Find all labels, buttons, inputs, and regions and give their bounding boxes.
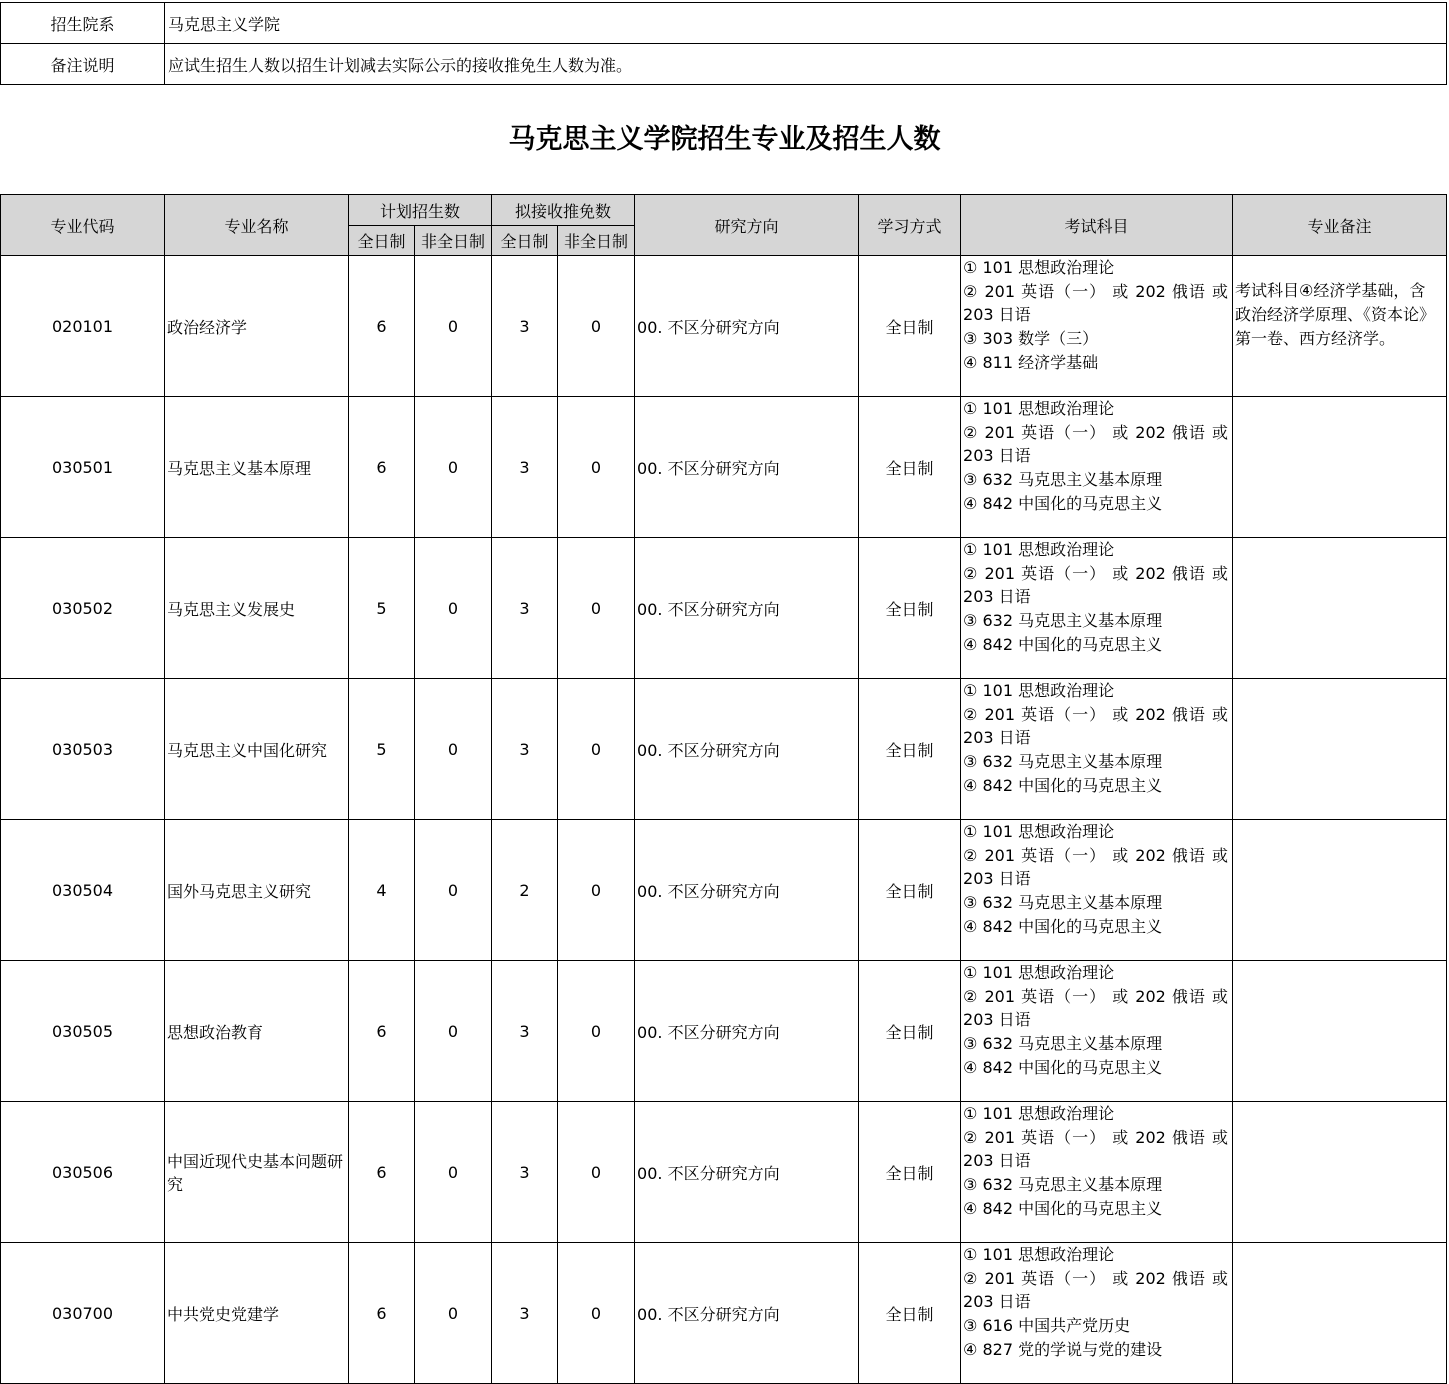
plan-full-time-count: 6 — [349, 1243, 415, 1384]
header-recommend-full-time: 全日制 — [492, 226, 558, 256]
exam-subject-item: ① 101 思想政治理论 — [963, 540, 1115, 559]
recommend-part-time-count: 0 — [558, 1102, 635, 1243]
exam-subject-item: ② 201 英语（一） 或 202 俄语 或 203 日语 — [963, 986, 1229, 1030]
exam-subjects — [961, 679, 1233, 820]
exam-subject-item: ① 101 思想政治理论 — [963, 681, 1115, 700]
exam-subject-item: ② 201 英语（一） 或 202 俄语 或 203 日语 — [963, 422, 1229, 466]
recommend-part-time-count: 0 — [558, 820, 635, 961]
recommend-part-time-count: 0 — [558, 961, 635, 1102]
exam-subject-item: ④ 827 党的学说与党的建设 — [963, 1339, 1163, 1359]
major-name: 中国近现代史基本问题研究 — [165, 1102, 349, 1243]
major-name: 国外马克思主义研究 — [165, 820, 349, 961]
major-note — [1233, 679, 1447, 820]
exam-subject-item: ③ 303 数学（三） — [963, 329, 1099, 349]
exam-subject-item: ④ 842 中国化的马克思主义 — [963, 775, 1163, 795]
major-table-body — [1, 256, 1447, 1384]
department-row — [1, 3, 1447, 44]
header-note: 专业备注 — [1233, 195, 1447, 256]
exam-subject-item: ① 101 思想政治理论 — [963, 258, 1115, 277]
study-mode: 全日制 — [859, 679, 961, 820]
study-mode: 全日制 — [859, 961, 961, 1102]
remark-label: 备注说明 — [1, 44, 165, 85]
table-row — [1, 256, 1447, 397]
exam-subject-item: ④ 842 中国化的马克思主义 — [963, 634, 1163, 654]
exam-subject-item: ② 201 英语（一） 或 202 俄语 或 203 日语 — [963, 281, 1229, 325]
exam-subjects — [961, 538, 1233, 679]
recommend-full-time-count: 3 — [492, 1102, 558, 1243]
recommend-part-time-count: 0 — [558, 1243, 635, 1384]
exam-subject-item: ① 101 思想政治理论 — [963, 963, 1115, 982]
header-direction: 研究方向 — [635, 195, 859, 256]
page-title: 马克思主义学院招生专业及招生人数 — [508, 124, 941, 155]
exam-subject-item: ④ 842 中国化的马克思主义 — [963, 1198, 1163, 1218]
plan-part-time-count: 0 — [415, 256, 492, 397]
study-mode: 全日制 — [859, 1243, 961, 1384]
exam-subjects — [961, 961, 1233, 1102]
exam-subject-item: ② 201 英语（一） 或 202 俄语 或 203 日语 — [963, 704, 1229, 748]
header-plan-full-time: 全日制 — [349, 226, 415, 256]
header-row-1 — [1, 195, 1447, 226]
exam-subject-item: ③ 632 马克思主义基本原理 — [963, 1175, 1163, 1195]
recommend-full-time-count: 3 — [492, 256, 558, 397]
table-row — [1, 1243, 1447, 1384]
exam-subject-item: ③ 632 马克思主义基本原理 — [963, 470, 1163, 490]
research-direction: 00. 不区分研究方向 — [635, 256, 859, 397]
header-code: 专业代码 — [1, 195, 165, 256]
exam-subject-item: ① 101 思想政治理论 — [963, 822, 1115, 841]
plan-part-time-count: 0 — [415, 1243, 492, 1384]
major-code: 030504 — [1, 820, 165, 961]
recommend-full-time-count: 3 — [492, 538, 558, 679]
exam-subject-item: ② 201 英语（一） 或 202 俄语 或 203 日语 — [963, 1127, 1229, 1171]
study-mode: 全日制 — [859, 256, 961, 397]
exam-subject-item: ② 201 英语（一） 或 202 俄语 或 203 日语 — [963, 563, 1229, 607]
header-mode: 学习方式 — [859, 195, 961, 256]
exam-subject-item: ③ 616 中国共产党历史 — [963, 1316, 1131, 1336]
exam-subject-item: ② 201 英语（一） 或 202 俄语 或 203 日语 — [963, 1268, 1229, 1312]
exam-subject-item: ③ 632 马克思主义基本原理 — [963, 1034, 1163, 1054]
exam-subjects — [961, 1243, 1233, 1384]
recommend-part-time-count: 0 — [558, 538, 635, 679]
major-note — [1233, 538, 1447, 679]
table-row — [1, 679, 1447, 820]
plan-full-time-count: 5 — [349, 679, 415, 820]
major-note — [1233, 961, 1447, 1102]
major-code: 030700 — [1, 1243, 165, 1384]
remark-row — [1, 44, 1447, 85]
major-name: 政治经济学 — [165, 256, 349, 397]
header-plan-part-time: 非全日制 — [415, 226, 492, 256]
exam-subject-item: ④ 842 中国化的马克思主义 — [963, 916, 1163, 936]
exam-subject-item: ④ 842 中国化的马克思主义 — [963, 493, 1163, 513]
study-mode: 全日制 — [859, 538, 961, 679]
exam-subject-item: ③ 632 马克思主义基本原理 — [963, 611, 1163, 631]
recommend-full-time-count: 3 — [492, 1243, 558, 1384]
exam-subject-item: ① 101 思想政治理论 — [963, 399, 1115, 418]
header-name: 专业名称 — [165, 195, 349, 256]
research-direction: 00. 不区分研究方向 — [635, 397, 859, 538]
major-code: 020101 — [1, 256, 165, 397]
major-name: 马克思主义发展史 — [165, 538, 349, 679]
major-code: 030505 — [1, 961, 165, 1102]
recommend-full-time-count: 3 — [492, 679, 558, 820]
major-name: 马克思主义中国化研究 — [165, 679, 349, 820]
major-note — [1233, 1243, 1447, 1384]
recommend-full-time-count: 2 — [492, 820, 558, 961]
study-mode: 全日制 — [859, 820, 961, 961]
exam-subject-item: ④ 842 中国化的马克思主义 — [963, 1057, 1163, 1077]
table-row — [1, 397, 1447, 538]
exam-subjects — [961, 256, 1233, 397]
recommend-full-time-count: 3 — [492, 397, 558, 538]
plan-part-time-count: 0 — [415, 1102, 492, 1243]
recommend-part-time-count: 0 — [558, 679, 635, 820]
plan-full-time-count: 5 — [349, 538, 415, 679]
plan-part-time-count: 0 — [415, 679, 492, 820]
recommend-part-time-count: 0 — [558, 256, 635, 397]
plan-full-time-count: 6 — [349, 256, 415, 397]
recommend-full-time-count: 3 — [492, 961, 558, 1102]
major-note: 考试科目④经济学基础，含政治经济学原理、《资本论》第一卷、西方经济学。 — [1233, 256, 1447, 397]
recommend-part-time-count: 0 — [558, 397, 635, 538]
research-direction: 00. 不区分研究方向 — [635, 1243, 859, 1384]
table-row — [1, 961, 1447, 1102]
major-note — [1233, 820, 1447, 961]
major-note — [1233, 1102, 1447, 1243]
plan-full-time-count: 4 — [349, 820, 415, 961]
study-mode: 全日制 — [859, 397, 961, 538]
exam-subject-item: ① 101 思想政治理论 — [963, 1104, 1115, 1123]
header-recommend: 拟接收推免数 — [492, 195, 635, 226]
major-code: 030506 — [1, 1102, 165, 1243]
major-name: 思想政治教育 — [165, 961, 349, 1102]
research-direction: 00. 不区分研究方向 — [635, 961, 859, 1102]
table-row — [1, 538, 1447, 679]
research-direction: 00. 不区分研究方向 — [635, 679, 859, 820]
major-note — [1233, 397, 1447, 538]
exam-subject-item: ④ 811 经济学基础 — [963, 352, 1099, 372]
plan-full-time-count: 6 — [349, 1102, 415, 1243]
exam-subject-item: ② 201 英语（一） 或 202 俄语 或 203 日语 — [963, 845, 1229, 889]
exam-subjects — [961, 397, 1233, 538]
exam-subjects — [961, 820, 1233, 961]
plan-part-time-count: 0 — [415, 538, 492, 679]
plan-full-time-count: 6 — [349, 961, 415, 1102]
header-recommend-part-time: 非全日制 — [558, 226, 635, 256]
major-name: 马克思主义基本原理 — [165, 397, 349, 538]
major-code: 030502 — [1, 538, 165, 679]
table-row — [1, 1102, 1447, 1243]
research-direction: 00. 不区分研究方向 — [635, 1102, 859, 1243]
plan-part-time-count: 0 — [415, 397, 492, 538]
department-value: 马克思主义学院 — [165, 3, 1447, 44]
plan-full-time-count: 6 — [349, 397, 415, 538]
major-name: 中共党史党建学 — [165, 1243, 349, 1384]
study-mode: 全日制 — [859, 1102, 961, 1243]
research-direction: 00. 不区分研究方向 — [635, 820, 859, 961]
plan-part-time-count: 0 — [415, 820, 492, 961]
exam-subjects — [961, 1102, 1233, 1243]
table-row — [1, 820, 1447, 961]
major-code: 030503 — [1, 679, 165, 820]
exam-subject-item: ① 101 思想政治理论 — [963, 1245, 1115, 1264]
header-plan: 计划招生数 — [349, 195, 492, 226]
exam-subject-item: ③ 632 马克思主义基本原理 — [963, 752, 1163, 772]
plan-part-time-count: 0 — [415, 961, 492, 1102]
remark-value: 应试生招生人数以招生计划减去实际公示的接收推免生人数为准。 — [165, 44, 1447, 85]
exam-subject-item: ③ 632 马克思主义基本原理 — [963, 893, 1163, 913]
research-direction: 00. 不区分研究方向 — [635, 538, 859, 679]
major-table — [0, 194, 1447, 1384]
header-subjects: 考试科目 — [961, 195, 1233, 256]
info-table — [0, 2, 1447, 85]
major-code: 030501 — [1, 397, 165, 538]
department-label: 招生院系 — [1, 3, 165, 44]
